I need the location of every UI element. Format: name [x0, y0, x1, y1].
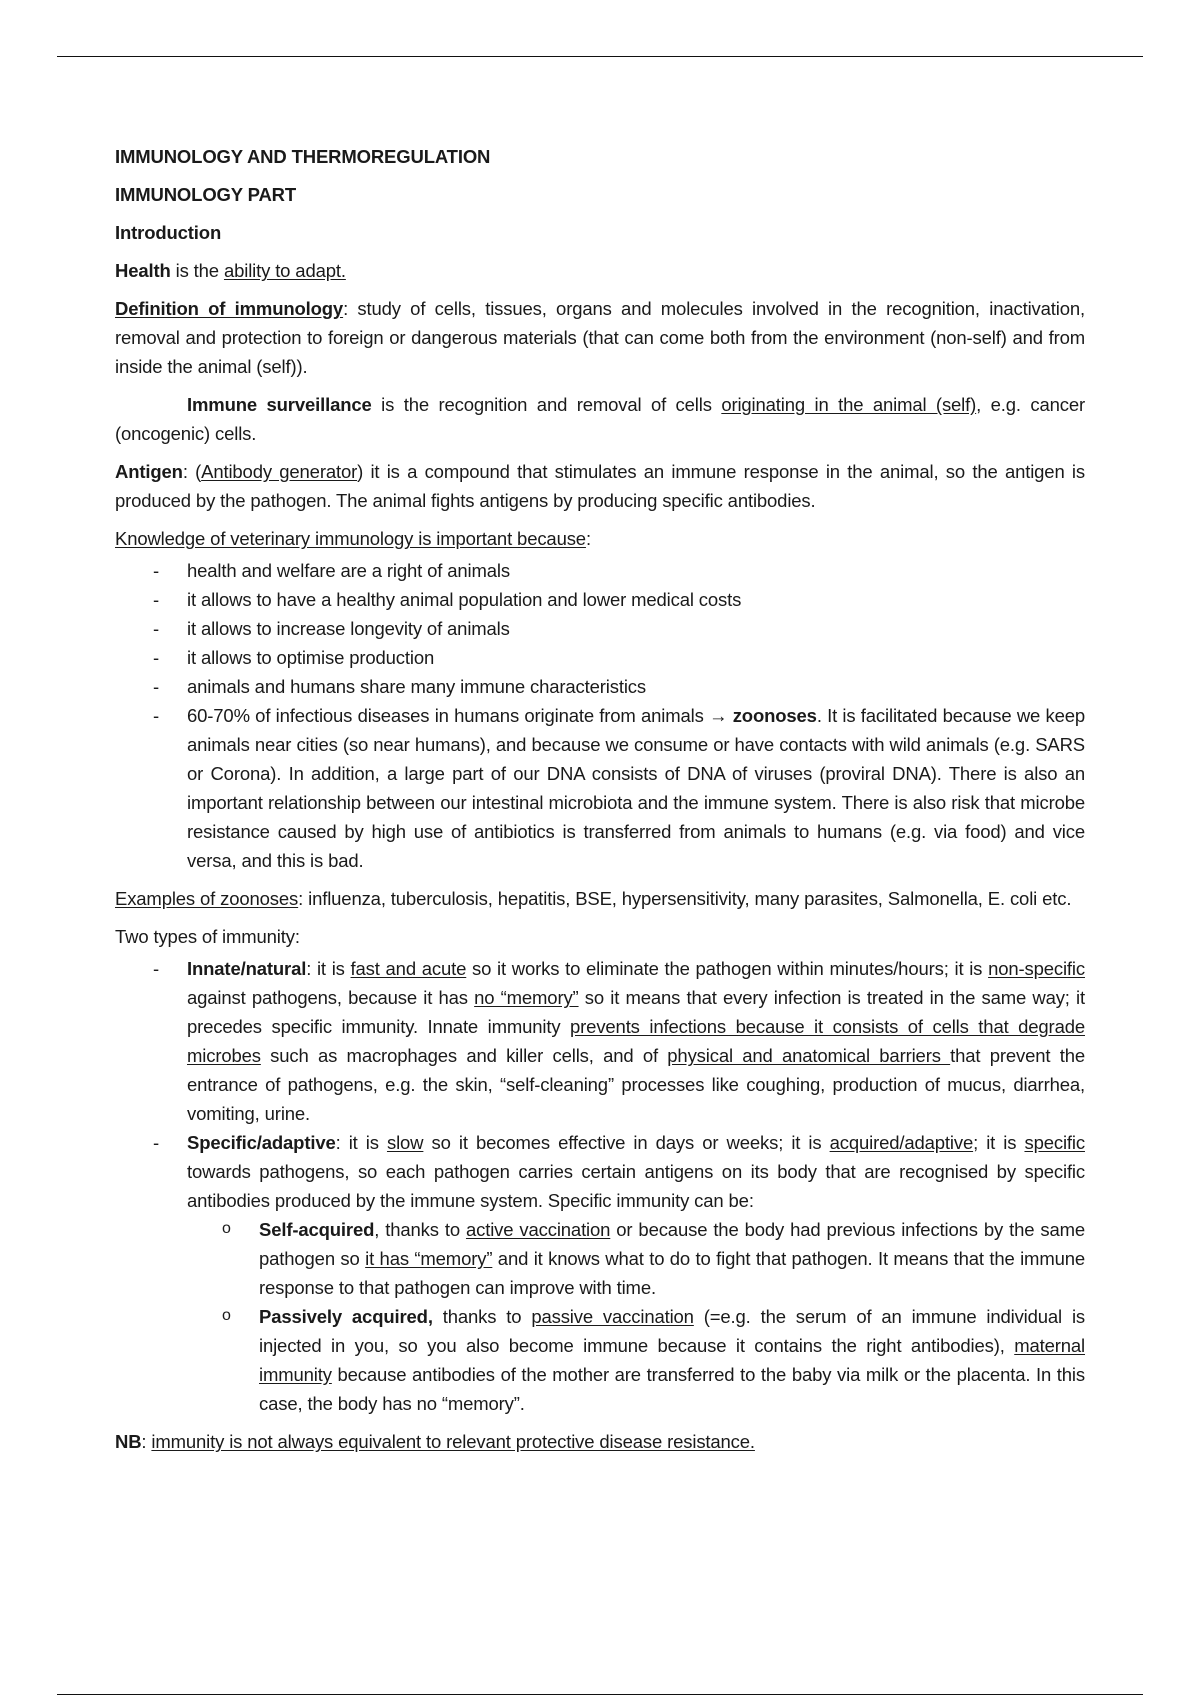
zoonoses-examples: Examples of zoonoses: influenza, tuberculosis, hepatitis, BSE, hypersensitivity, many parasites, Salmonella, E. coli etc.	[115, 888, 1072, 909]
surveillance-paragraph: Immune surveillance is the recognition and removal of cells originating in the animal (self), e.g. cancer (oncogenic) cells.	[115, 394, 1086, 444]
self-acquired-item: o Self-acquired, thanks to active vaccination or because the body had previous infections by the same pathogen so it has “memory” and it knows what to do to fight that pathogen. It means that the immune response to that pathogen can improve with time.	[187, 1215, 1085, 1302]
passive-item: o Passively acquired, thanks to passive vaccination (=e.g. the serum of an immune individual is injected in you, so you also become immune because it contains the right antibodies), maternal immunity because antibodies of the mother are transferred to the baby via milk or the placenta. In this case, the body has no “memory”.	[187, 1302, 1085, 1418]
immunity-types-list	[115, 954, 1085, 1418]
antigen-paragraph: Antigen: (Antibody generator) it is a compound that stimulates an immune response in the animal, so the antigen is produced by the pathogen. The animal fights antigens by producing specific antibodies.	[115, 461, 1085, 511]
definition-paragraph: Definition of immunology: study of cells, tissues, organs and molecules involved in the recognition, inactivation, removal and protection to foreign or dangerous materials (that can come both from the environment (non-self) and from inside the animal (self)).	[115, 298, 1085, 377]
doc-title: IMMUNOLOGY AND THERMOREGULATION	[115, 146, 491, 167]
bottom-rule	[57, 1694, 1143, 1695]
list-item: - health and welfare are a right of animals	[115, 556, 1085, 585]
health-paragraph: Health is the ability to adapt.	[115, 260, 346, 281]
specific-sublist	[187, 1215, 1085, 1418]
knowledge-heading: Knowledge of veterinary immunology is important because:	[115, 528, 591, 549]
specific-item: - Specific/adaptive: it is slow so it becomes effective in days or weeks; it is acquired/adaptive; it is specific towards pathogens, so each pathogen carries certain antigens on its body that are recognised by specific antibodies produced by the immune system. Specific immunity can be: o Self-acquired, thanks to active vaccination or because the body had previous infections by the same pathogen so it has “memory” and it knows what to do to fight that pathogen. It means that the immune response to that pathogen can improve with time. o Passively acquired, thanks to passive vaccination (=e.g. the serum of an immune individual is injected in you, so you also become immune because it contains the right antibodies), maternal immunity because antibodies of the mother are transferred to the baby via milk or the placenta. In this case, the body has no “memory”.	[115, 1128, 1085, 1418]
knowledge-list	[115, 556, 1085, 875]
list-item: - it allows to optimise production	[115, 643, 1085, 672]
innate-item: - Innate/natural: it is fast and acute so it works to eliminate the pathogen within minutes/hours; it is non-specific against pathogens, because it has no “memory” so it means that every infection is treated in the same way; it precedes specific immunity. Innate immunity prevents infections because it consists of cells that degrade microbes such as macrophages and killer cells, and of physical and anatomical barriers that prevent the entrance of pathogens, e.g. the skin, “self-cleaning” processes like coughing, production of mucus, diarrhea, vomiting, urine.	[115, 954, 1085, 1128]
list-item: - it allows to increase longevity of animals	[115, 614, 1085, 643]
arrow-right-icon: →	[709, 705, 728, 726]
part-heading: IMMUNOLOGY PART	[115, 184, 297, 205]
list-item-zoonoses: - 60-70% of infectious diseases in humans originate from animals → zoonoses. It is facilitated because we keep animals near cities (so near humans), and because we consume or have contacts with wild animals (e.g. SARS or Corona). In addition, a large part of our DNA consists of DNA of viruses (proviral DNA). There is also an important relationship between our intestinal microbiota and the immune system. There is also risk that microbe resistance caused by high use of antibiotics is transferred from animals to humans (e.g. via food) and vice versa, and this is bad.	[115, 701, 1085, 875]
document-body	[115, 142, 1085, 1465]
types-intro: Two types of immunity:	[115, 926, 300, 947]
top-rule	[57, 56, 1143, 57]
list-item: - it allows to have a healthy animal population and lower medical costs	[115, 585, 1085, 614]
nb-note: NB: immunity is not always equivalent to relevant protective disease resistance.	[115, 1431, 755, 1452]
section-heading: Introduction	[115, 222, 222, 243]
list-item: - animals and humans share many immune characteristics	[115, 672, 1085, 701]
